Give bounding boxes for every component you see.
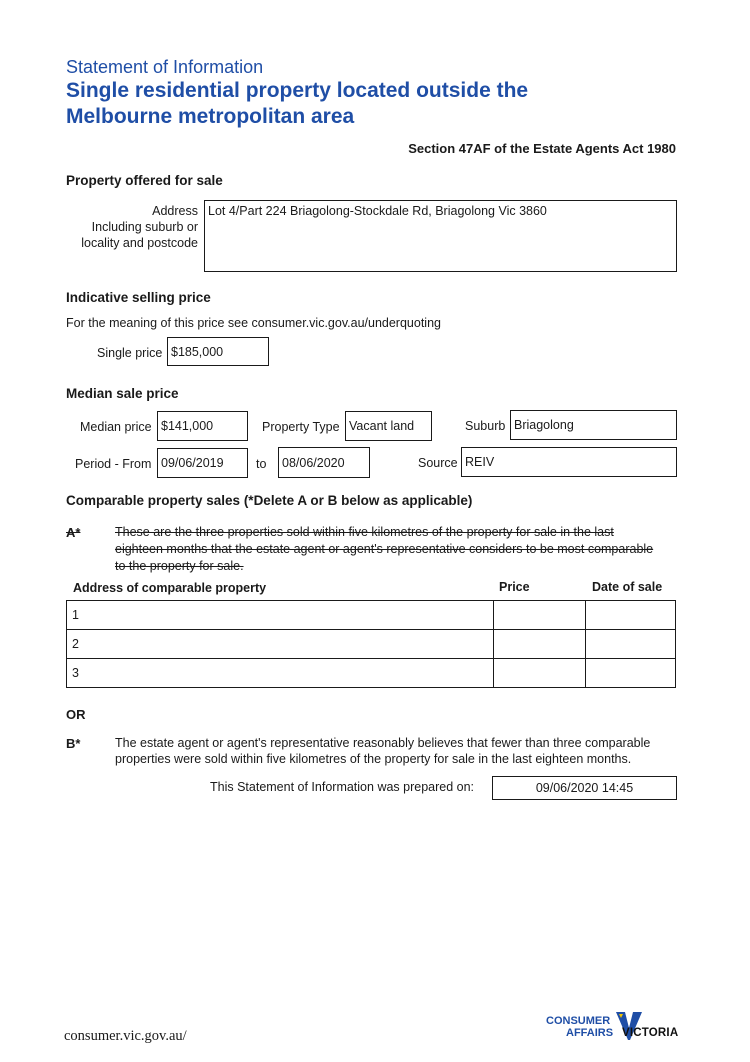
row-price-cell[interactable] xyxy=(494,659,586,688)
logo-line-consumer: CONSUMER xyxy=(546,1015,611,1027)
single-price-field[interactable]: $185,000 xyxy=(167,337,269,366)
comparable-heading: Comparable property sales (*Delete A or B below as applicable) xyxy=(66,493,473,508)
single-price-label: Single price xyxy=(97,346,163,360)
option-a-line: to the property for sale. xyxy=(115,559,244,573)
option-b-line: properties were sold within five kilometres of the property for sale in the last eighteen months. xyxy=(115,752,632,766)
underquoting-note: For the meaning of this price see consumer.vic.gov.au/underquoting xyxy=(66,316,441,330)
col-header-date: Date of sale xyxy=(592,580,663,594)
option-b-text xyxy=(115,735,685,767)
table-row xyxy=(67,630,676,659)
median-price-field[interactable]: $141,000 xyxy=(157,411,248,441)
row-address-cell[interactable]: 2 xyxy=(67,630,494,659)
option-b-line: The estate agent or agent's representative reasonably believes that fewer than three comparable xyxy=(115,736,651,750)
address-label-line: locality and postcode xyxy=(81,236,198,250)
logo-line-affairs: AFFAIRS xyxy=(566,1027,614,1039)
option-a-line: eighteen months that the estate agent or agent's representative considers to be most comparable xyxy=(115,542,654,556)
address-field[interactable]: Lot 4/Part 224 Briagolong-Stockdale Rd, Briagolong Vic 3860 xyxy=(204,200,677,272)
source-field[interactable]: REIV xyxy=(461,447,677,477)
or-label: OR xyxy=(66,707,86,722)
table-row xyxy=(67,601,676,630)
table-row xyxy=(67,659,676,688)
suburb-field[interactable]: Briagolong xyxy=(510,410,677,440)
prepared-label: This Statement of Information was prepared on: xyxy=(210,780,475,794)
option-a-marker: A* xyxy=(66,525,81,540)
document-label: Statement of Information xyxy=(66,57,264,77)
logo-brand: VICTORIA xyxy=(622,1027,679,1039)
option-a-text xyxy=(115,524,685,575)
indicative-heading: Indicative selling price xyxy=(66,290,211,305)
row-price-cell[interactable] xyxy=(494,601,586,630)
property-type-field[interactable]: Vacant land xyxy=(345,411,432,441)
col-header-address: Address of comparable property xyxy=(73,581,267,595)
address-label xyxy=(60,203,198,251)
row-address-cell[interactable]: 1 xyxy=(67,601,494,630)
prepared-date-field[interactable]: 09/06/2020 14:45 xyxy=(492,776,677,800)
act-reference: Section 47AF of the Estate Agents Act 1980 xyxy=(408,141,676,156)
consumer-affairs-victoria-logo xyxy=(546,1012,686,1052)
period-from-label: Period - From xyxy=(75,457,152,471)
median-price-label: Median price xyxy=(80,420,152,434)
property-type-label: Property Type xyxy=(262,420,340,434)
source-label: Source xyxy=(418,456,458,470)
period-to-field[interactable]: 08/06/2020 xyxy=(278,447,370,478)
option-a-line: These are the three properties sold within five kilometres of the property for sale in the last xyxy=(115,525,614,539)
address-label-line: Address xyxy=(152,204,198,218)
property-heading: Property offered for sale xyxy=(66,173,223,188)
median-heading: Median sale price xyxy=(66,386,179,401)
period-to-label: to xyxy=(256,457,267,471)
address-label-line: Including suburb or xyxy=(91,220,198,234)
suburb-label: Suburb xyxy=(465,419,506,433)
period-from-field[interactable]: 09/06/2019 xyxy=(157,448,248,478)
row-date-cell[interactable] xyxy=(586,630,676,659)
title-line-1: Single residential property located outside the xyxy=(66,79,529,102)
comparable-table xyxy=(66,600,676,688)
option-b-marker: B* xyxy=(66,736,81,751)
row-date-cell[interactable] xyxy=(586,659,676,688)
footer-url[interactable]: consumer.vic.gov.au/ xyxy=(64,1028,187,1044)
col-header-price: Price xyxy=(499,580,530,594)
title-line-2: Melbourne metropolitan area xyxy=(66,105,355,128)
row-price-cell[interactable] xyxy=(494,630,586,659)
row-address-cell[interactable]: 3 xyxy=(67,659,494,688)
row-date-cell[interactable] xyxy=(586,601,676,630)
